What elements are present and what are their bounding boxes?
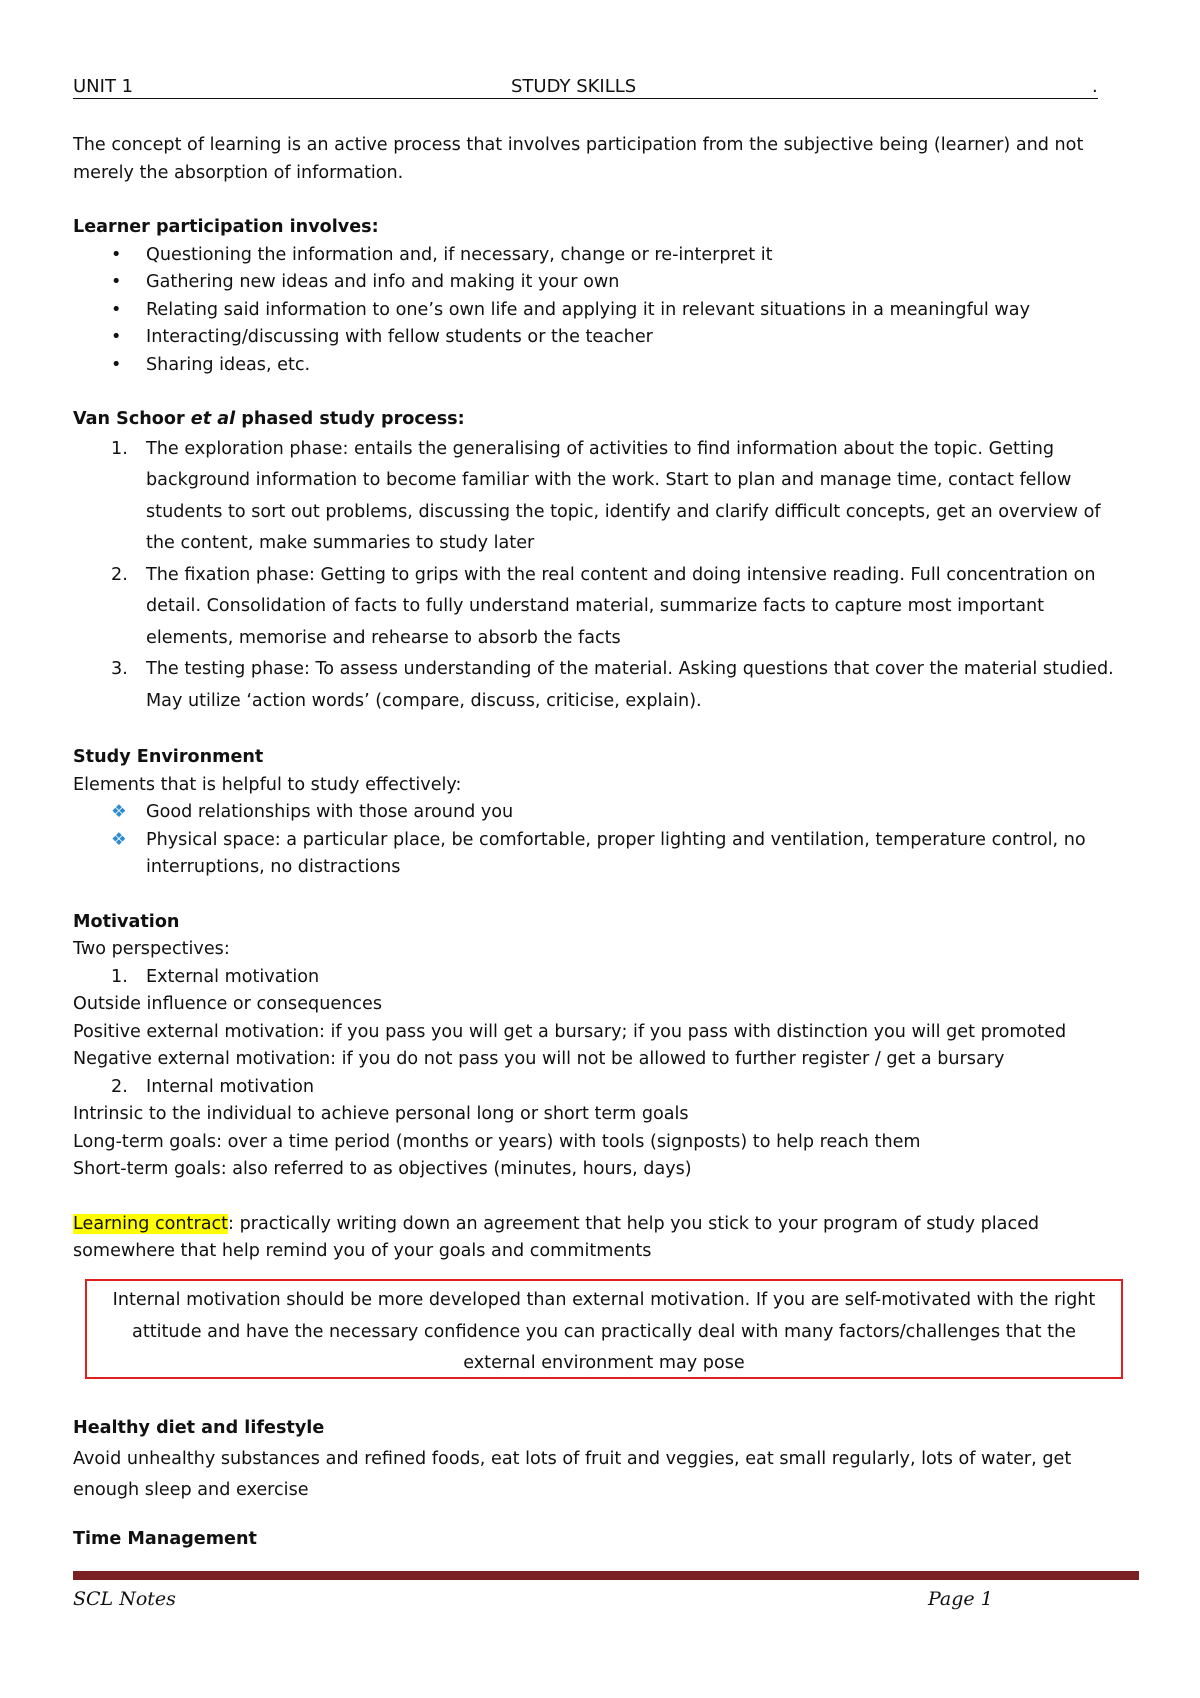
page-number: Page 1 [928,1588,993,1610]
health-heading: Healthy diet and lifestyle [73,1418,325,1438]
motivation-line: Outside influence or consequences [73,994,382,1014]
list-item: • Interacting/discussing with fellow students or the teacher [73,324,1133,352]
unit-label: UNIT 1 [73,76,134,97]
page-header [73,76,1098,99]
motivation-line: Short-term goals: also referred to as objectives (minutes, hours, days) [73,1159,692,1179]
motivation-line: Intrinsic to the individual to achieve personal long or short term goals [73,1104,689,1124]
motivation-heading: Motivation [73,911,180,932]
bullet-icon: • [111,354,122,375]
time-management-heading: Time Management [73,1529,257,1549]
external-motivation-item: 1. External motivation [111,966,320,987]
lower-content [73,1413,1133,1555]
motivation-line: Long-term goals: over a time period (months or years) with tools (signposts) to help reach them [73,1131,921,1152]
health-paragraph: Avoid unhealthy substances and refined foods, eat lots of fruit and veggies, eat small regularly, lots of water, get enough sleep and exercise [73,1449,1072,1500]
environment-intro: Elements that is helpful to study effectively: [73,774,462,795]
participation-heading: Learner participation involves: [73,217,379,237]
header-title: STUDY SKILLS [511,76,637,97]
footer-left: SCL Notes [73,1588,176,1610]
internal-motivation-item: 2. Internal motivation [111,1076,314,1097]
list-item: • Questioning the information and, if necessary, change or re-interpret it [73,242,1133,270]
learning-contract-paragraph: Learning contract: practically writing down an agreement that help you stick to your program of study placed somewhere that help remind you of your goals and commitments [73,1213,1040,1261]
environment-list [73,799,1133,882]
intro-paragraph: The concept of learning is an active process that involves participation from the subjective being (learner) and not merely the absorption of information. [73,135,1084,183]
environment-heading: Study Environment [73,747,264,767]
list-item: ❖ Good relationships with those around you [73,799,1133,827]
process-heading: Van Schoor et al phased study process: [73,409,465,429]
motivation-callout-box: Internal motivation should be more developed than external motivation. If you are self-motivated with the right attitude and have the necessary confidence you can practically deal with many factors/challenges that the external environment may pose [85,1279,1123,1379]
header-end-mark: . [1092,76,1098,97]
list-item: 2. The fixation phase: Getting to grips with the real content and doing intensive reading. Full concentration on detail. Consolidation of facts to fully understand material, summarize facts to capture most important elements, memorise and rehearse to absorb the facts [111,564,1096,648]
learning-contract-term: Learning contract [73,1213,229,1234]
list-item: • Relating said information to one’s own life and applying it in relevant situations in a meaningful way [73,297,1133,325]
bullet-icon: • [111,327,122,347]
main-content [73,132,1133,1266]
bullet-icon: • [111,244,122,265]
list-item: • Gathering new ideas and info and making it your own [73,269,1133,297]
motivation-line: Positive external motivation: if you pass you will get a bursary; if you pass with distinction you will get promoted [73,1021,1067,1042]
bullet-icon: • [111,299,122,320]
list-item: 3. The testing phase: To assess understanding of the material. Asking questions that cover the material studied. May utilize ‘action words’ (compare, discuss, criticise, explain). [111,659,1114,711]
bullet-icon: • [111,272,122,292]
diamond-bullet-icon: ❖ [111,802,127,822]
process-list [73,434,1133,718]
footer-divider [73,1571,1139,1580]
participation-list [73,242,1133,380]
motivation-intro: Two perspectives: [73,939,230,959]
list-item: 1. The exploration phase: entails the generalising of activities to find information about the topic. Getting background information to become familiar with the work. Start to plan and manage time, contact fellow students to sort out problems, discussing the topic, identify and clarify difficult concepts, get an overview of the content, make summaries to study later [111,438,1101,553]
list-item: ❖ Physical space: a particular place, be comfortable, proper lighting and ventilation, temperature control, no interruptions, no distractions [73,827,1133,882]
list-item: • Sharing ideas, etc. [73,352,1133,380]
motivation-line: Negative external motivation: if you do not pass you will not be allowed to further register / get a bursary [73,1049,1005,1069]
diamond-bullet-icon: ❖ [111,829,127,850]
